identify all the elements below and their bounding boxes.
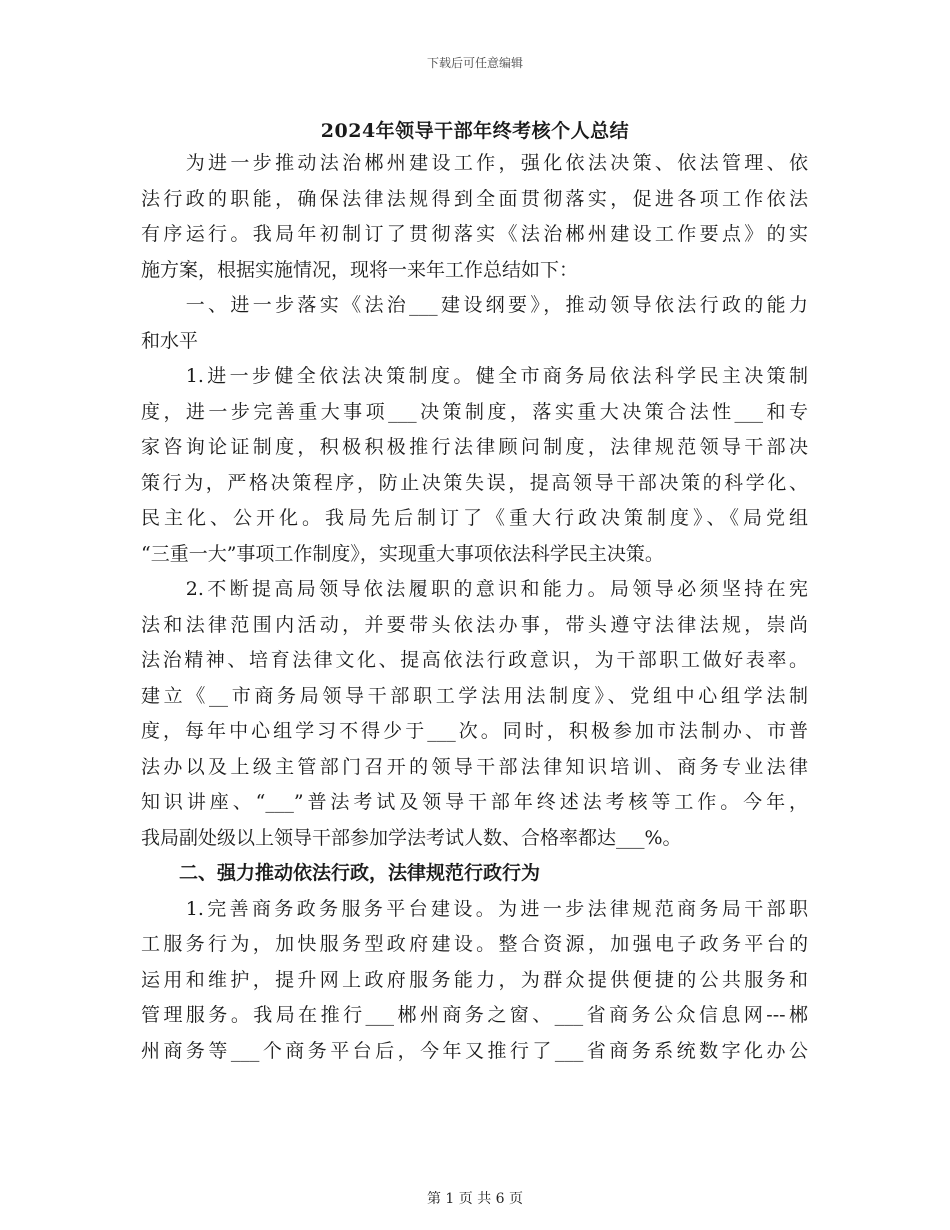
paragraph-line: 法办以及上级主管部门召开的领导干部法律知识培训、商务专业法律 xyxy=(141,755,808,778)
page-footer: 第 1 页 共 6 页 xyxy=(426,1191,524,1207)
paragraph-line: 工服务行为，加快服务型政府建设。整合资源，加强电子政务平台的 xyxy=(141,933,808,955)
paragraph-line: 一、进一步落实《法治___建设纲要》，推动领导依法行政的能力 xyxy=(141,294,808,316)
paragraph-line: 和水平 xyxy=(141,329,199,352)
paragraph-line: 策行为，严格决策程序，防止决策失误，提高领导干部决策的科学化、 xyxy=(141,471,808,494)
paragraph-line: 州商务等___个商务平台后，今年又推行了___省商务系统数字化办公 xyxy=(141,1039,808,1062)
document-body xyxy=(141,146,808,1069)
header-note: 下载后可任意编辑 xyxy=(426,56,523,70)
paragraph-line: 度，进一步完善重大事项___决策制度，落实重大决策合法性___和专 xyxy=(141,400,808,423)
paragraph-line: 法治精神、培育法律文化、提高依法行政意识，为干部职工做好表率。 xyxy=(141,649,808,671)
paragraph-line: 1.完善商务政务服务平台建设。为进一步法律规范商务局干部职 xyxy=(141,897,808,920)
paragraph-line: 法和法律范围内活动，并要带头依法办事，带头遵守法律法规，崇尚 xyxy=(141,613,808,636)
paragraph-line: 有序运行。我局年初制订了贯彻落实《法治郴州建设工作要点》的实 xyxy=(141,223,808,245)
section-heading-line: 二、强力推动依法行政，法律规范行政行为 xyxy=(141,862,541,884)
paragraph-line: 2.不断提高局领导依法履职的意识和能力。局领导必须坚持在宪 xyxy=(141,578,808,600)
paragraph-line: 1.进一步健全依法决策制度。健全市商务局依法科学民主决策制 xyxy=(141,365,808,387)
document-title: 2024年领导干部年终考核个人总结 xyxy=(320,120,630,142)
paragraph-line: 家咨询论证制度，积极积极推行法律顾问制度，法律规范领导干部决 xyxy=(141,436,808,458)
paragraph-line: 为进一步推动法治郴州建设工作，强化依法决策、依法管理、依 xyxy=(141,152,808,174)
paragraph-line: 施方案，根据实施情况，现将一来年工作总结如下： xyxy=(141,258,579,281)
paragraph-line: 民主化、公开化。我局先后制订了《重大行政决策制度》、《局党组 xyxy=(141,507,808,529)
paragraph-line: 运用和维护，提升网上政府服务能力，为群众提供便捷的公共服务和 xyxy=(141,968,808,991)
paragraph-line: “三重一大”事项工作制度》，实现重大事项依法科学民主决策。 xyxy=(141,542,664,565)
paragraph-line: 管理服务。我局在推行___郴州商务之窗、___省商务公众信息网---郴 xyxy=(141,1004,808,1026)
paragraph-line: 建立《__市商务局领导干部职工学法用法制度》、党组中心组学法制 xyxy=(141,684,808,707)
paragraph-line: 我局副处级以上领导干部参加学法考试人数、合格率都达___%。 xyxy=(141,826,682,849)
paragraph-line: 法行政的职能，确保法律法规得到全面贯彻落实，促进各项工作依法 xyxy=(141,187,808,210)
paragraph-line: 度，每年中心组学习不得少于___次。同时，积极参加市法制办、市普 xyxy=(141,720,808,742)
paragraph-line: 知识讲座、“___”普法考试及领导干部年终述法考核等工作。今年， xyxy=(141,791,808,813)
